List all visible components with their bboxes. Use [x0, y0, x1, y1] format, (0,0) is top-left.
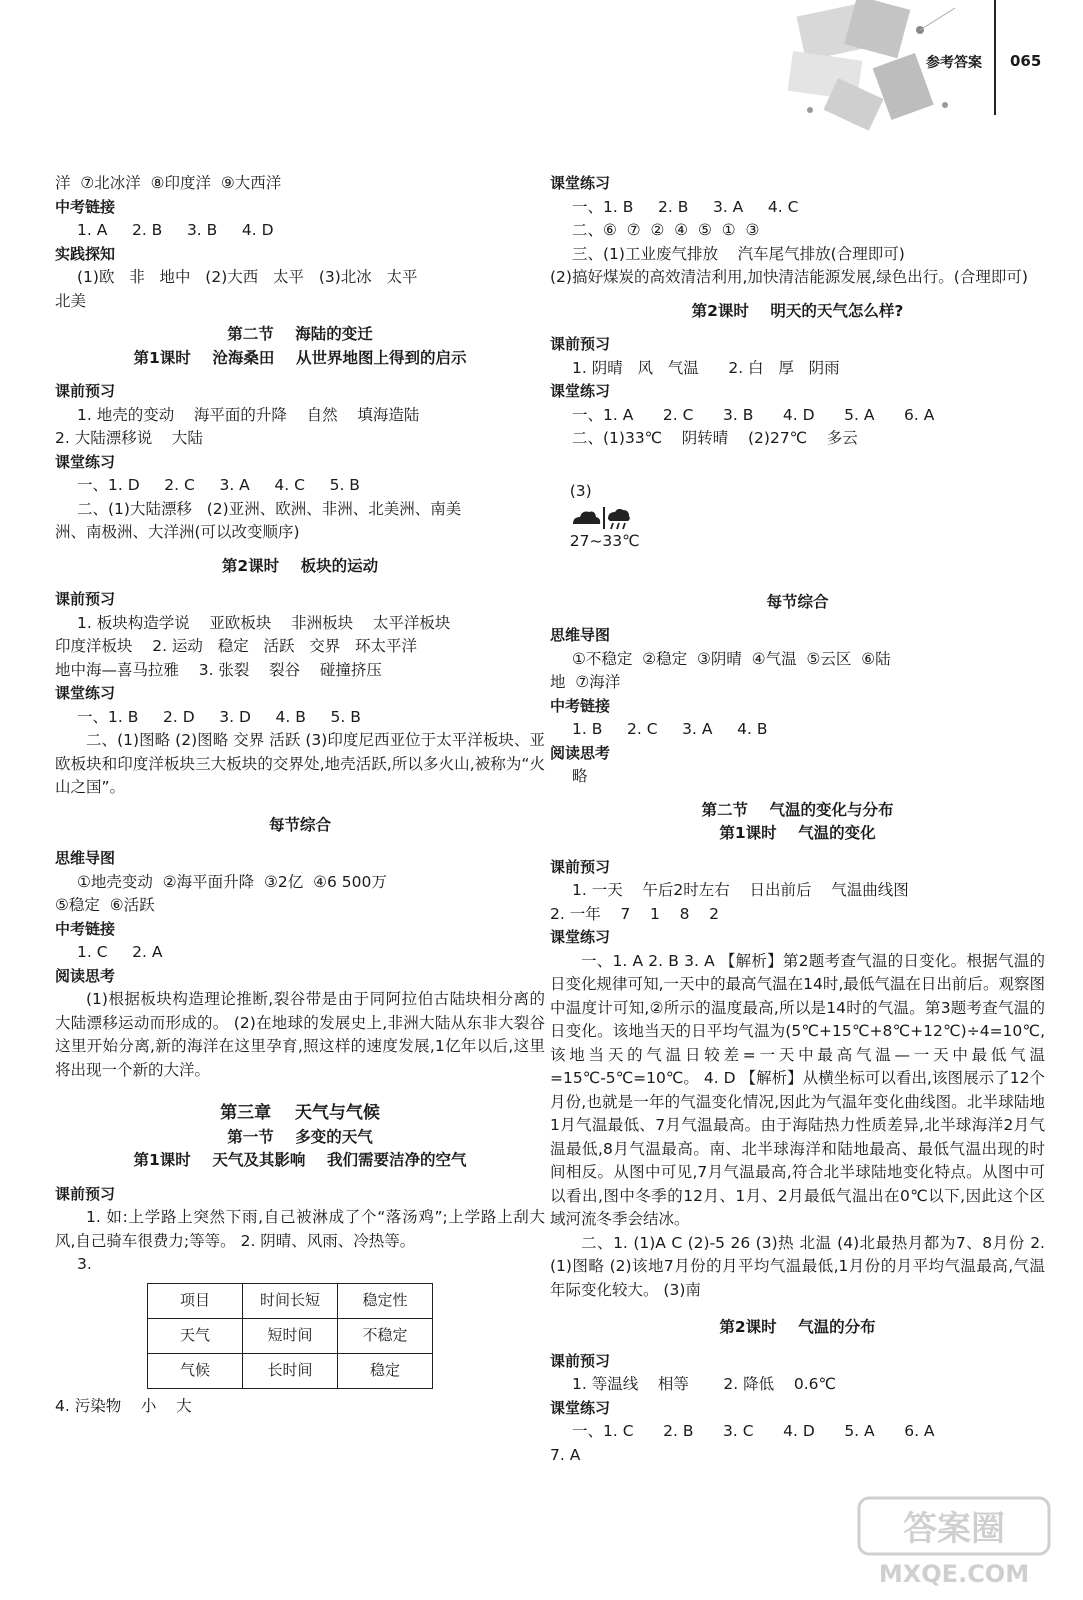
answer-line: 印度洋板块 2. 运动 稳定 活跃 交界 环太平洋 [55, 637, 418, 655]
subheading: 课前预习 [550, 1351, 611, 1370]
lesson-title: 第2课时 板块的运动 [221, 556, 379, 575]
section-summary-title: 每节综合 [766, 592, 829, 611]
cloudy-rain-weather-icon [570, 504, 632, 530]
comparison-table [147, 1283, 433, 1389]
subheading: 课前预习 [550, 857, 611, 876]
lesson-title: 第2课时 明天的天气怎么样? [691, 301, 904, 320]
subheading: 阅读思考 [55, 966, 116, 985]
answer-line: 1. 一天 午后2时左右 日出前后 气温曲线图 [572, 881, 909, 899]
answer-line: 洋 ⑦北冰洋 ⑧印度洋 ⑨大西洋 [55, 174, 282, 192]
answer-line: ①不稳定 ②稳定 ③阴晴 ④气温 ⑤云区 ⑥陆 [572, 649, 891, 668]
section-summary-title: 每节综合 [268, 815, 331, 834]
chapter-title: 第三章 天气与气候 [220, 1103, 380, 1123]
section-title: 第二节 海陆的变迁 [227, 325, 373, 343]
answer-line: 地中海—喜马拉雅 3. 张裂 裂谷 碰撞挤压 [55, 660, 382, 679]
answer-line: 二、(1)大陆漂移 (2)亚洲、欧洲、非洲、北美洲、南美 [77, 499, 462, 518]
subheading: 中考链接 [55, 197, 116, 216]
answer-line: 1. C 2. A [77, 943, 163, 961]
subheading: 课堂练习 [550, 928, 611, 946]
table-cell: 不稳定 [338, 1318, 433, 1353]
subheading: 思维导图 [550, 626, 611, 644]
answer-paragraph: 1. 如:上学路上突然下雨,自己被淋成了个“落汤鸡”;上学路上刮大风,自己骑车很费力;等等。 2. 阴晴、风雨、冷热等。 [55, 1208, 545, 1250]
lesson-title: 第1课时 天气及其影响 我们需要洁净的空气 [133, 1151, 467, 1169]
answer-line: 一、1. D 2. C 3. A 4. C 5. B [77, 476, 360, 494]
header-title: 参考答案 [926, 55, 982, 71]
subheading: 课前预习 [55, 382, 116, 400]
subheading: 中考链接 [55, 919, 116, 938]
answer-line: 略 [572, 767, 588, 785]
answer-line: 一、1. B 2. B 3. A 4. C [572, 197, 799, 216]
answer-line: 一、1. A 2. C 3. B 4. D 5. A 6. A [572, 405, 935, 424]
answer-paragraph: 一、1. A 2. B 3. A 【解析】第2题考查气温的日变化。根据气温的日变化规律可知,一天中的最高气温在14时,最低气温在日出前后。观察图中温度计可知,②所示的温度最高,所以是14时的气温。第3题考查气温的日变化。该地当天的日平均气温为(5℃+15℃+8℃+12℃)÷4=10℃,该地当天的气温日较差=一天中最高气温—一天中最低气温=15℃-5℃=10℃。 4. D 【解析】从横坐标可以看出,该图展示了12个月份,也就是一年的气温变化情况,因此为气温年变化曲线图。北半球陆地1月气温最低、7月气温最高。由于海陆热力性质差异,北半球海洋2月气温最低,8月气温最高。南、北半球海洋和陆地最高、最低气温出现的时间相反。从图中可见,7月气温最高,符合北半球陆地变化特点。从图中可以看出,图中冬季的12月、1月、2月最低气温出在0℃以下,因此这个区域河流冬季会结冰。 [550, 951, 1045, 1228]
header-divider [994, 0, 996, 115]
table-cell: 时间长短 [243, 1283, 338, 1318]
answer-line: 2. 一年 7 1 8 2 [550, 904, 719, 923]
left-column [55, 172, 545, 1418]
answer-line: 二、(1)33℃ 阴转晴 (2)27℃ 多云 [572, 429, 858, 447]
lesson-title: 第1课时 气温的变化 [719, 824, 876, 842]
subheading: 课堂练习 [550, 1398, 611, 1417]
table-cell: 短时间 [243, 1318, 338, 1353]
answer-line: 1. 等温线 相等 2. 降低 0.6℃ [572, 1375, 836, 1393]
lesson-title: 第2课时 气温的分布 [719, 1318, 876, 1336]
lesson-title: 第1课时 沧海桑田 从世界地图上得到的启示 [133, 348, 467, 367]
answer-line: 地 ⑦海洋 [550, 673, 621, 691]
answer-line: 一、1. B 2. D 3. D 4. B 5. B [77, 707, 361, 726]
table-cell: 稳定性 [338, 1283, 433, 1318]
answer-paragraph: 二、(1)图略 (2)图略 交界 活跃 (3)印度尼西亚位于太平洋板块、亚欧板块和印度洋板块三大板块的交界处,地壳活跃,所以多火山,被称为“火山之国”。 [55, 731, 545, 796]
page-number: 065 [1010, 52, 1042, 70]
subheading: 实践探知 [55, 244, 116, 263]
right-column [550, 172, 1045, 1467]
table-cell: 项目 [148, 1283, 243, 1318]
subheading: 课堂练习 [55, 452, 116, 471]
watermark-logo [839, 1490, 1069, 1590]
subheading: 课堂练习 [550, 382, 611, 400]
table-row [148, 1318, 433, 1353]
answer-line: 1. 地壳的变动 海平面的升降 自然 填海造陆 [77, 405, 420, 424]
answer-line: 4. 污染物 小 大 [55, 1396, 192, 1415]
answer-label: (3) [569, 482, 592, 500]
answer-line: ①地壳变动 ②海平面升降 ③2亿 ④6 500万 [77, 872, 387, 891]
answer-line: 二、⑥ ⑦ ② ④ ⑤ ① ③ [572, 221, 760, 239]
answer-line: 3. [77, 1255, 92, 1273]
answer-line: 洲、南极洲、大洋洲(可以改变顺序) [55, 523, 300, 541]
answer-line [550, 457, 1045, 577]
subheading: 课前预习 [550, 335, 611, 353]
subheading: 阅读思考 [550, 743, 611, 762]
table-cell: 长时间 [243, 1353, 338, 1388]
answer-line: 北美 [55, 291, 87, 310]
answer-paragraph: (1)根据板块构造理论推断,裂谷带是由于同阿拉伯古陆块相分离的大陆漂移运动而形成的。 (2)在地球的发展史上,非洲大陆从东非大裂谷这里开始分离,新的海洋在这里孕育,照这样的速度发展,1亿年以后,这里将出现一个新的大洋。 [55, 990, 545, 1079]
table-row [148, 1283, 433, 1318]
temperature-range: 27~33℃ [569, 531, 640, 550]
svg-text:答案圈: 答案圈 [903, 1509, 1005, 1549]
answer-paragraph: 二、1. (1)A C (2)-5 26 (3)热 北温 (4)北最热月都为7、8月份 2. (1)图略 (2)该地7月份的月平均气温最低,1月份的月平均气温最高,气温年际变化较大。 (3)南 [550, 1233, 1045, 1299]
answer-line: 1. B 2. C 3. A 4. B [572, 720, 768, 738]
subheading: 中考链接 [550, 696, 611, 715]
section-title: 第一节 多变的天气 [227, 1127, 373, 1146]
section-title: 第二节 气温的变化与分布 [701, 800, 894, 819]
subheading: 课前预习 [55, 1184, 116, 1203]
subheading: 课前预习 [55, 590, 116, 608]
answer-line: (1)欧 非 地中 (2)大西 太平 (3)北冰 太平 [77, 268, 418, 286]
answer-line: 三、(1)工业废气排放 汽车尾气排放(合理即可) [572, 244, 905, 263]
subheading: 课堂练习 [55, 684, 116, 702]
table-cell: 气候 [148, 1353, 243, 1388]
answer-line: 1. 阴晴 风 气温 2. 白 厚 阴雨 [572, 358, 840, 377]
table-cell: 天气 [148, 1318, 243, 1353]
answer-line: 一、1. C 2. B 3. C 4. D 5. A 6. A [572, 1422, 935, 1440]
answer-line: ⑤稳定 ⑥活跃 [55, 896, 155, 914]
table-row [148, 1353, 433, 1388]
answer-line: 1. 板块构造学说 亚欧板块 非洲板块 太平洋板块 [77, 613, 451, 632]
answer-line: 1. A 2. B 3. B 4. D [77, 221, 274, 239]
answer-paragraph: (2)搞好煤炭的高效清洁利用,加快清洁能源发展,绿色出行。(合理即可) [550, 268, 1028, 286]
table-cell: 稳定 [338, 1353, 433, 1388]
svg-text:MXQE.COM: MXQE.COM [878, 1560, 1030, 1588]
subheading: 思维导图 [55, 849, 116, 867]
answer-line: 7. A [550, 1445, 581, 1464]
answer-line: 2. 大陆漂移说 大陆 [55, 429, 203, 447]
subheading: 课堂练习 [550, 174, 611, 192]
